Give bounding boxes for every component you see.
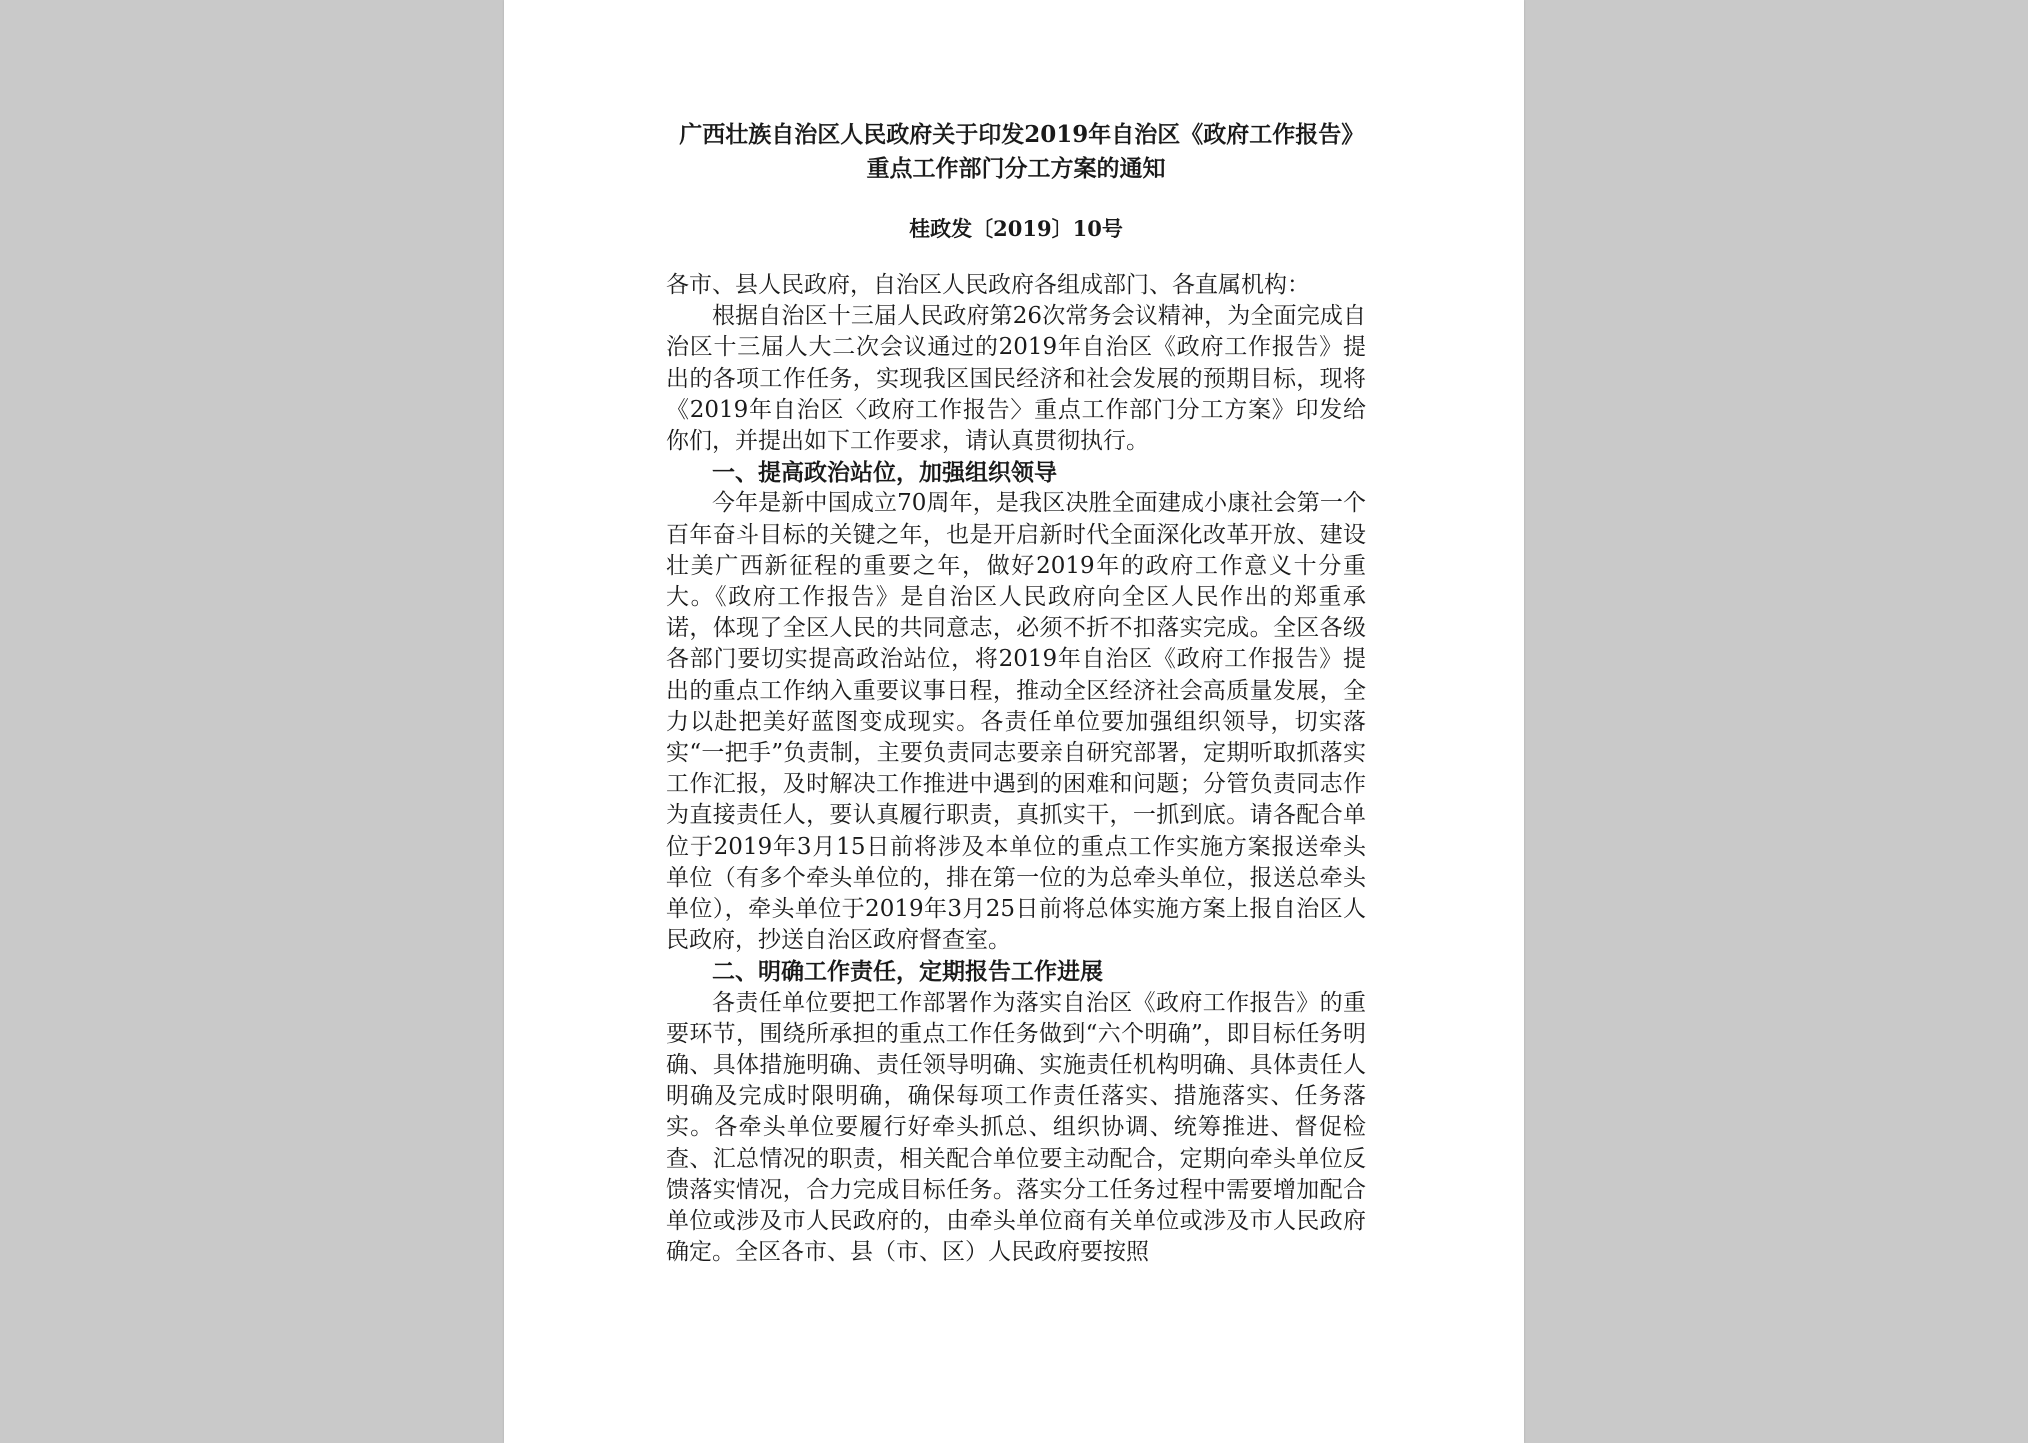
document-number: 桂政发〔2019〕10号 — [909, 216, 1123, 241]
salutation: 各市、县人民政府，自治区人民政府各组成部门、各直属机构： — [666, 272, 1310, 298]
document-page — [504, 0, 1524, 1443]
section-1-heading: 一、提高政治站位，加强组织领导 — [712, 459, 1057, 487]
intro-paragraph: 根据自治区十三届人民政府第26次常务会议精神，为全面完成自治区十三届人大二次会议通过的2019年自治区《政府工作报告》提出的各项工作任务，实现我区国民经济和社会发展的预期目标，现将《2019年自治区〈政府工作报告〉重点工作部门分工方案》印发给你们，并提出如下工作要求，请认真贯彻执行。 — [666, 303, 1366, 455]
document-title: 广西壮族自治区人民政府关于印发2019年自治区《政府工作报告》重点工作部门分工方案的通知 — [679, 121, 1353, 182]
section-1-paragraph: 今年是新中国成立70周年，是我区决胜全面建成小康社会第一个百年奋斗目标的关键之年，也是开启新时代全面深化改革开放、建设壮美广西新征程的重要之年，做好2019年的政府工作意义十分重大。《政府工作报告》是自治区人民政府向全区人民作出的郑重承诺，体现了全区人民的共同意志，必须不折不扣落实完成。全区各级各部门要切实提高政治站位，将2019年自治区《政府工作报告》提出的重点工作纳入重要议事日程，推动全区经济社会高质量发展，全力以赴把美好蓝图变成现实。各责任单位要加强组织领导，切实落实“一把手”负责制，主要负责同志要亲自研究部署，定期听取抓落实工作汇报，及时解决工作推进中遇到的困难和问题；分管负责同志作为直接责任人，要认真履行职责，真抓实干，一抓到底。请各配合单位于2019年3月15日前将涉及本单位的重点工作实施方案报送牵头单位（有多个牵头单位的，排在第一位的为总牵头单位，报送总牵头单位），牵头单位于2019年3月25日前将总体实施方案上报自治区人民政府，抄送自治区政府督查室。 — [666, 490, 1366, 954]
document-content — [666, 118, 1366, 1269]
section-2-heading: 二、明确工作责任，定期报告工作进展 — [712, 958, 1103, 986]
section-2-paragraph: 各责任单位要把工作部署作为落实自治区《政府工作报告》的重要环节，围绕所承担的重点工作任务做到“六个明确”，即目标任务明确、具体措施明确、责任领导明确、实施责任机构明确、具体责任人明确及完成时限明确，确保每项工作责任落实、措施落实、任务落实。各牵头单位要履行好牵头抓总、组织协调、统筹推进、督促检查、汇总情况的职责，相关配合单位要主动配合，定期向牵头单位反馈落实情况，合力完成目标任务。落实分工任务过程中需要增加配合单位或涉及市人民政府的，由牵头单位商有关单位或涉及市人民政府确定。全区各市、县（市、区）人民政府要按照 — [666, 989, 1366, 1266]
document-body — [666, 270, 1366, 1269]
